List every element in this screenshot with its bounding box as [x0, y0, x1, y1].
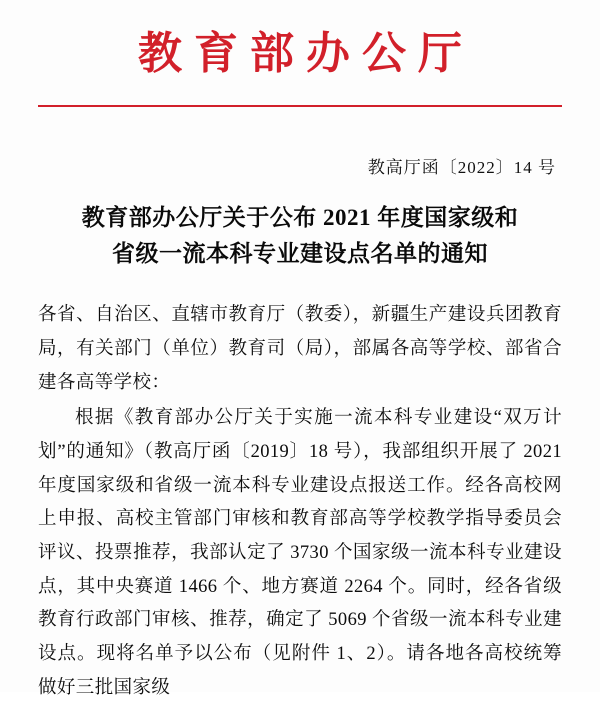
page-title: [38, 200, 562, 271]
letterhead-title: 教育部办公厅: [138, 29, 474, 78]
page-title-line-1: 教育部办公厅关于公布 2021 年度国家级和: [81, 205, 519, 230]
body-paragraph-salutation: 各省、自治区、直辖市教育厅（教委），新疆生产建设兵团教育局，有关部门（单位）教育司（局），部属各高等学校、部省合建各高等学校：: [38, 305, 562, 393]
body-paragraph-main: 根据《教育部办公厅关于实施一流本科专业建设“双万计划”的通知》（教高厅函〔2019〕18 号），我部组织开展了 2021 年度国家级和省级一流本科专业建设点报送工作。经各高校网上申报、高校主管部门审核和教育部高等学校教学指导委员会评议、投票推荐，我部认定了 3730 个国家级一流本科专业建设点，其中央赛道 1466 个、地方赛道 2264 个。同时，经各省级教育行政部门审核、推荐，确定了 5069 个省级一流本科专业建设点。现将名单予以公布（见附件 1、2）。请各地各高校统筹做好三批国家级: [38, 408, 562, 698]
letterhead: [38, 0, 562, 107]
letterhead-divider: [38, 105, 562, 107]
document-number: 教高厅函〔2022〕14 号: [367, 158, 556, 177]
document-number-row: [38, 153, 562, 178]
page-title-line-2: 省级一流本科专业建设点名单的通知: [112, 240, 488, 266]
document-body: [38, 299, 562, 705]
